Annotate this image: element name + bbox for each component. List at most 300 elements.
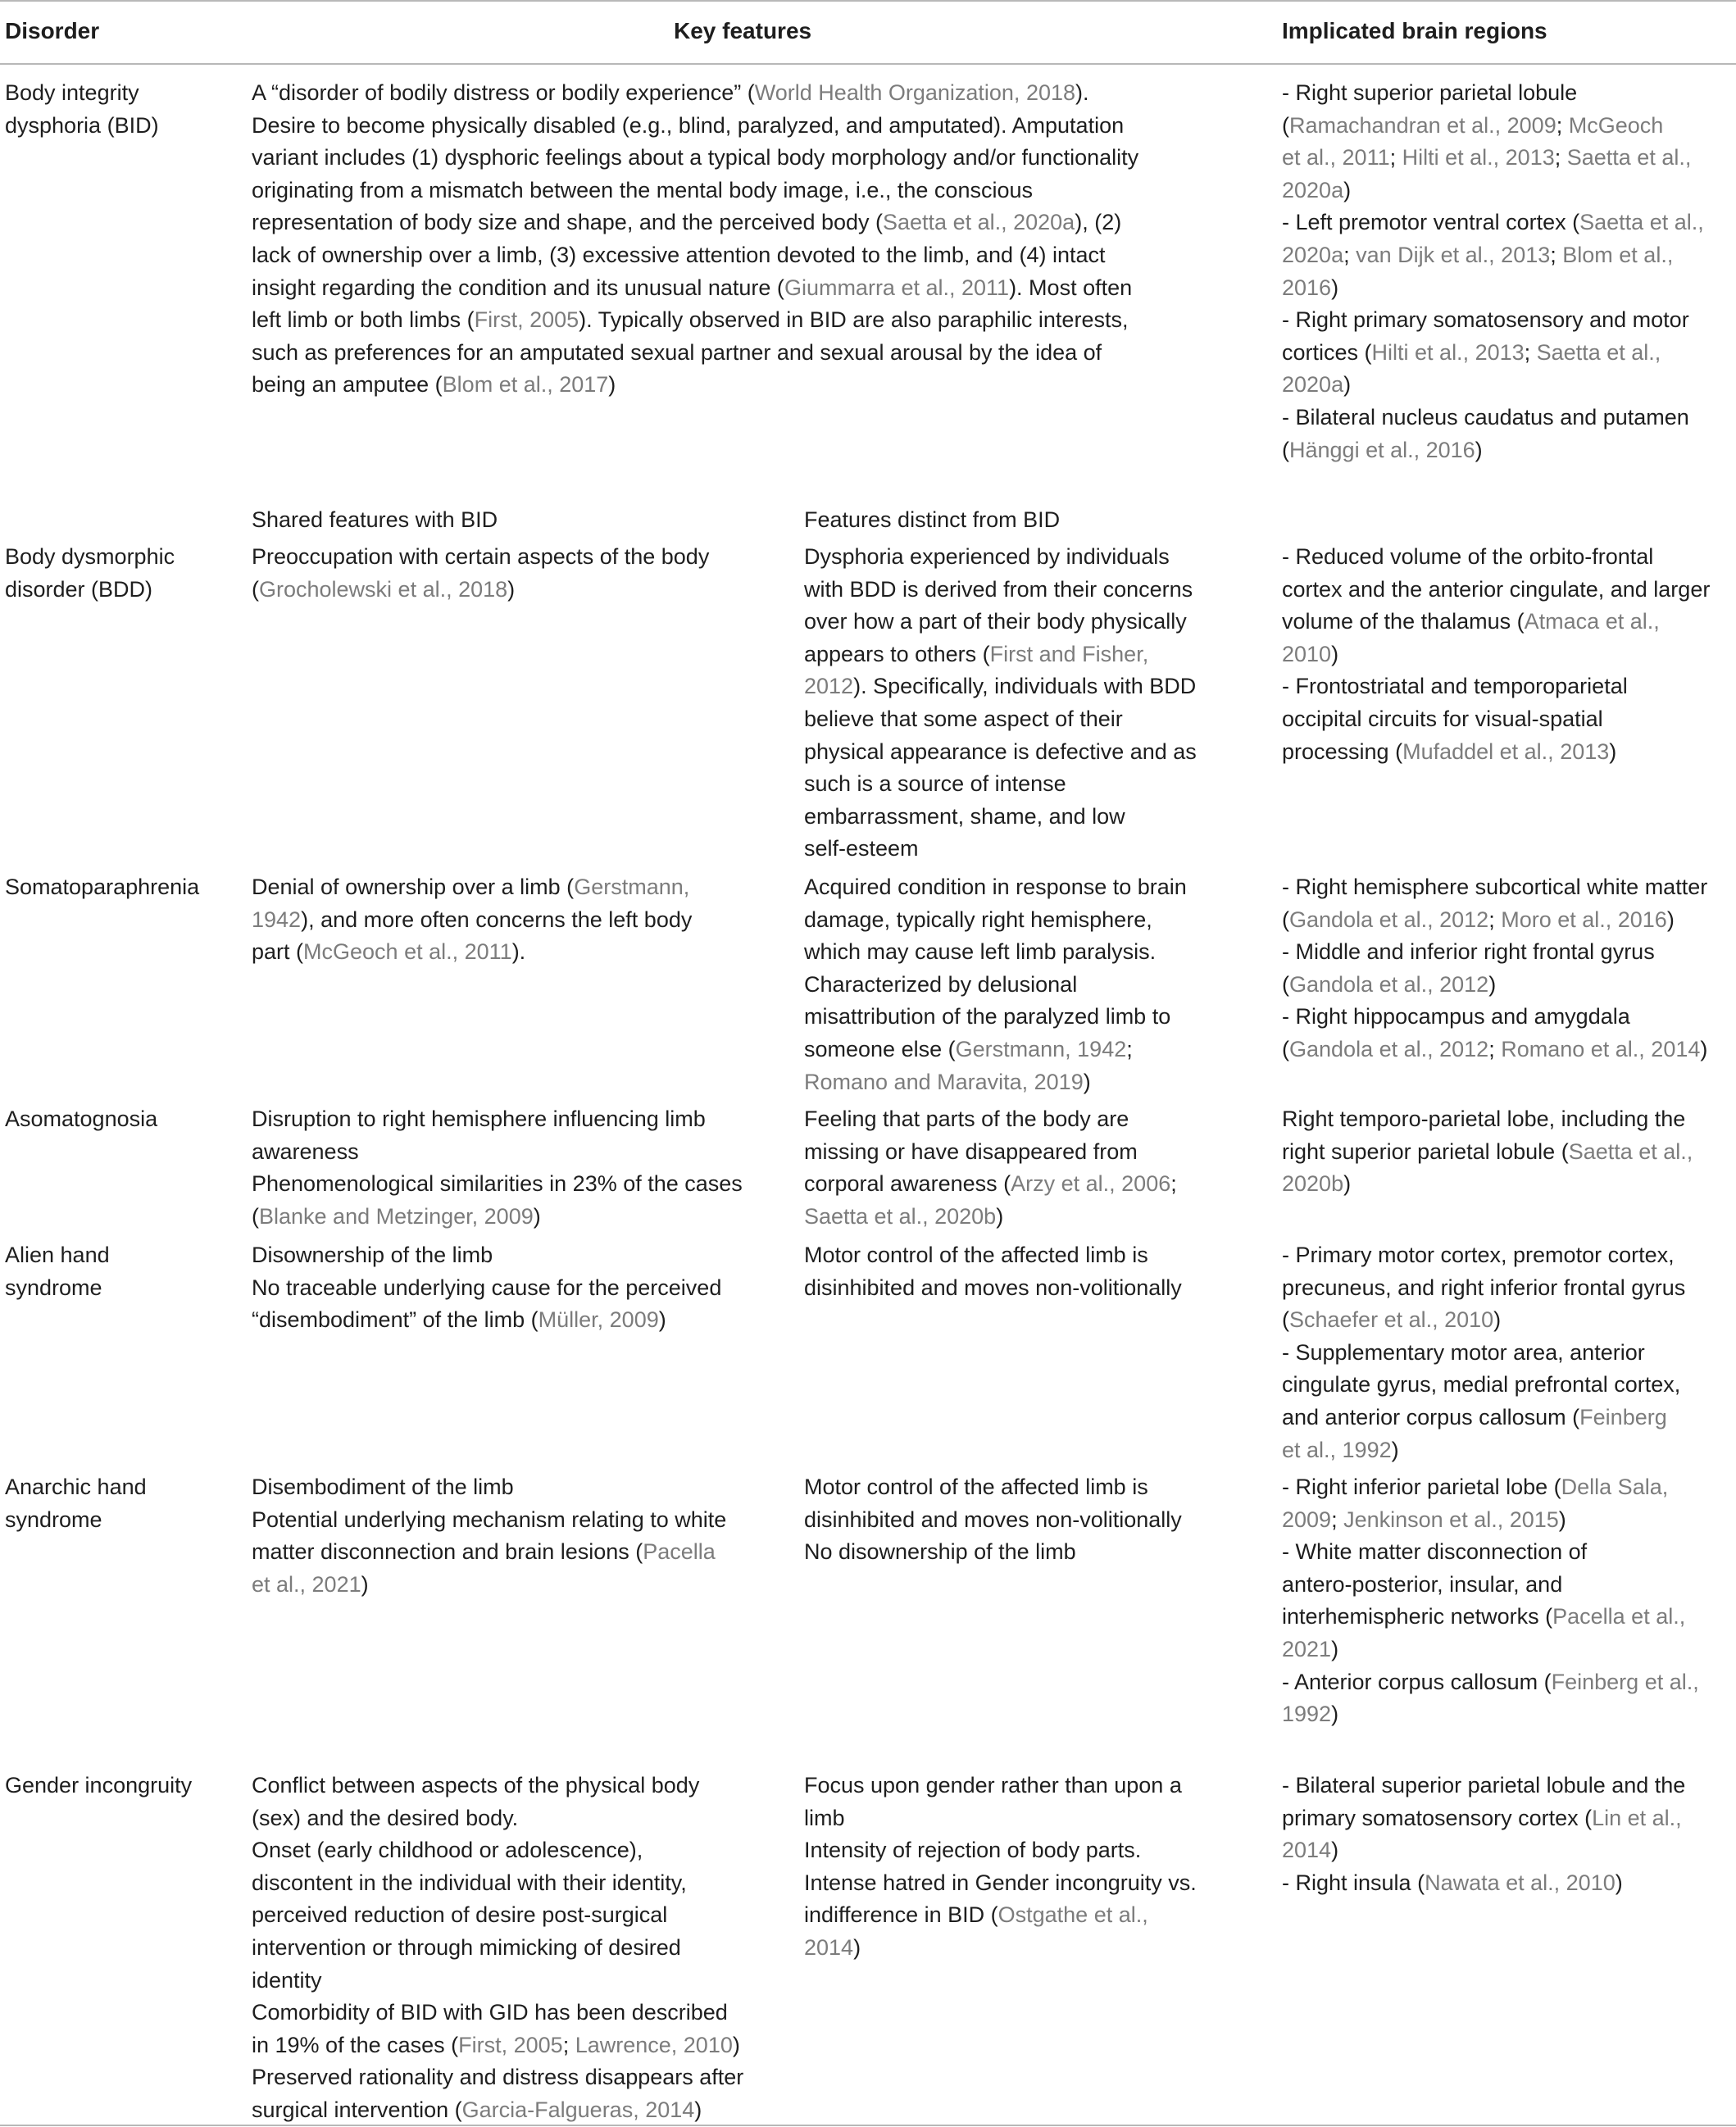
citation-link[interactable]: Jenkinson et al., 2015: [1343, 1507, 1559, 1532]
text-line: [1282, 77, 1731, 110]
cell-text: ): [853, 1934, 861, 1960]
text-line: [1282, 1601, 1731, 1634]
citation-link[interactable]: 2020b: [1282, 1171, 1344, 1197]
text-line: [804, 1932, 1247, 1965]
text-line: [804, 606, 1247, 639]
citation-link[interactable]: Atmaca et al.,: [1524, 609, 1660, 634]
shared-features-cell: [252, 541, 768, 606]
citation-link[interactable]: Blom et al., 2017: [442, 372, 609, 398]
cell-text: variant includes (1) dysphoric feelings about a typical body morphology and/or functionality: [252, 145, 1139, 170]
text-line: [252, 239, 1194, 272]
cell-text: ).: [1075, 80, 1089, 105]
text-line: [252, 2061, 768, 2094]
cell-text: Right temporo-parietal lobe, including the: [1282, 1107, 1686, 1131]
text-line: [1282, 670, 1731, 703]
text-line: [252, 936, 768, 969]
cell-text: disinhibited and moves non-volitionally: [804, 1507, 1182, 1532]
cell-text: ): [1343, 372, 1352, 398]
cell-text: Conflict between aspects of the physical body: [252, 1773, 700, 1797]
text-line: [252, 574, 768, 607]
text-line: [1282, 1239, 1731, 1272]
text-line: [804, 1103, 1247, 1136]
cell-text: - Left premotor ventral cortex (: [1282, 210, 1580, 235]
text-line: [1282, 871, 1731, 904]
citation-link[interactable]: 2020a: [1282, 242, 1344, 267]
text-line: [1282, 1834, 1731, 1867]
cell-text: - Right superior parietal lobule: [1282, 80, 1578, 105]
text-line: [1282, 1504, 1731, 1537]
text-line: [252, 304, 1194, 337]
cell-text: ): [1331, 1838, 1339, 1863]
distinct-features-cell: [804, 1471, 1247, 1569]
cell-text: ): [1083, 1069, 1091, 1094]
cell-text: Asomatognosia: [5, 1107, 158, 1131]
citation-link[interactable]: Saetta et al., 2020b: [804, 1203, 997, 1229]
citation-link[interactable]: Müller, 2009: [538, 1307, 659, 1333]
cell-text: Anarchic hand: [5, 1475, 147, 1499]
text-line: [1282, 1471, 1731, 1504]
text-line: [252, 541, 768, 574]
text-line: [804, 1136, 1247, 1169]
text-line: [804, 1239, 1247, 1272]
text-line: [1282, 1304, 1731, 1337]
cell-text: ): [533, 1203, 541, 1229]
text-line: [804, 1471, 1247, 1504]
text-line: [252, 1932, 768, 1965]
citation-link[interactable]: 2009: [1282, 1507, 1332, 1532]
citation-link[interactable]: 1992: [1282, 1702, 1332, 1727]
cell-text: ): [1700, 1036, 1708, 1061]
cell-text: ): [1488, 971, 1497, 997]
citation-link[interactable]: Saetta et al.,: [1566, 145, 1692, 170]
text-line: [1282, 574, 1731, 607]
text-line: [804, 801, 1247, 834]
cell-text: Motor control of the affected limb is: [804, 1475, 1148, 1499]
citation-link[interactable]: 2014: [804, 1934, 854, 1960]
text-line: [804, 670, 1247, 703]
disorder-cell: [5, 871, 234, 904]
cell-text: limb: [804, 1805, 845, 1830]
cell-text: Desire to become physically disabled (e.g., blind, paralyzed, and amputated). Amputation: [252, 112, 1125, 138]
cell-text: perceived reduction of desire post-surgical: [252, 1902, 668, 1928]
cell-text: ;: [1554, 145, 1567, 170]
citation-link[interactable]: First and Fisher,: [989, 641, 1149, 666]
cell-text: Gender incongruity: [5, 1773, 193, 1797]
cell-text: - Reduced volume of the orbito-frontal: [1282, 544, 1654, 569]
citation-link[interactable]: Gerstmann,: [574, 875, 690, 899]
brain-regions-cell: [1282, 1471, 1731, 1731]
cell-text: - Frontostriatal and temporoparietal: [1282, 674, 1628, 699]
cell-text: - Right inferior parietal lobe (: [1282, 1475, 1561, 1499]
shared-features-cell: [252, 1103, 768, 1233]
text-line: [804, 639, 1247, 671]
disorder-cell: [5, 1103, 234, 1136]
cell-text: misattribution of the paralyzed limb to: [804, 1004, 1171, 1029]
cell-text: lack of ownership over a limb, (3) excessive attention devoted to the limb, and (4) intact: [252, 242, 1106, 267]
cell-text: ): [1615, 1870, 1623, 1895]
cell-text: cortices (: [1282, 339, 1372, 365]
cell-text: (: [1282, 1036, 1289, 1061]
text-line: [252, 904, 768, 937]
cell-text: ): [608, 372, 616, 398]
brain-regions-cell: [1282, 77, 1731, 466]
cell-text: ): [1343, 1171, 1352, 1197]
citation-link[interactable]: 2020a: [1282, 372, 1344, 398]
cell-text: Disruption to right hemisphere influencing limb: [252, 1107, 706, 1131]
cell-text: ;: [1488, 907, 1502, 932]
cell-text: dysphoria (BID): [5, 112, 159, 138]
cell-text: ). Most often: [1009, 275, 1133, 300]
citation-link[interactable]: Pacella: [643, 1539, 716, 1565]
cell-text: Preoccupation with certain aspects of the body: [252, 544, 710, 569]
citation-link[interactable]: Feinberg et al.,: [1551, 1669, 1699, 1694]
citation-link[interactable]: van Dijk et al., 2013: [1356, 242, 1551, 267]
cell-text: which may cause left limb paralysis.: [804, 939, 1157, 965]
citation-link[interactable]: Blanke and Metzinger, 2009: [259, 1203, 534, 1229]
cell-text: right superior parietal lobule (: [1282, 1138, 1569, 1164]
text-line: [1282, 703, 1731, 736]
cell-text: Alien hand: [5, 1243, 110, 1267]
cell-text: Focus upon gender rather than upon a: [804, 1773, 1182, 1797]
text-line: [5, 1103, 234, 1136]
cell-text: (sex) and the desired body.: [252, 1805, 519, 1830]
cell-text: appears to others (: [804, 641, 990, 666]
cell-text: - White matter disconnection of: [1282, 1539, 1588, 1565]
citation-link[interactable]: Grocholewski et al., 2018: [259, 576, 508, 602]
shared-features-cell: [252, 1239, 768, 1337]
cell-text: syndrome: [5, 1275, 102, 1300]
citation-link[interactable]: Saetta et al., 2020a: [883, 210, 1075, 235]
text-line: [1282, 207, 1731, 239]
brain-regions-cell: [1282, 1770, 1731, 1899]
cell-text: ): [1609, 739, 1617, 764]
top-rule: [0, 0, 1736, 2]
citation-link[interactable]: et al., 1992: [1282, 1437, 1392, 1462]
cell-text: ): [1666, 907, 1675, 932]
text-line: [1282, 1369, 1731, 1402]
cell-text: Characterized by delusional: [804, 971, 1078, 997]
cell-text: and anterior corpus callosum (: [1282, 1404, 1580, 1429]
cell-text: ): [1331, 275, 1339, 300]
cell-text: such as preferences for an amputated sexual partner and sexual arousal by the idea of: [252, 339, 1102, 365]
text-line: [252, 1536, 768, 1569]
text-line: [5, 541, 234, 574]
text-line: [1282, 304, 1731, 337]
cell-text: - Right primary somatosensory and motor: [1282, 307, 1689, 333]
text-line: [252, 1802, 768, 1835]
shared-features-cell: [252, 1471, 768, 1601]
text-line: [1282, 1434, 1731, 1467]
text-line: [252, 1899, 768, 1932]
cell-text: Potential underlying mechanism relating to white: [252, 1507, 727, 1532]
citation-link[interactable]: Lin et al.,: [1592, 1805, 1682, 1830]
text-line: [252, 2094, 768, 2127]
text-line: [804, 574, 1247, 607]
text-line: [1282, 1272, 1731, 1305]
cell-text: Motor control of the affected limb is: [804, 1243, 1148, 1267]
text-line: [252, 1168, 768, 1201]
text-line: [1282, 1337, 1731, 1370]
text-line: [1282, 1770, 1731, 1802]
cell-text: (: [1282, 112, 1289, 138]
cell-text: representation of body size and shape, and the perceived body (: [252, 210, 884, 235]
text-line: [804, 1867, 1247, 1900]
citation-link[interactable]: et al., 2021: [252, 1571, 361, 1597]
cell-text: ): [1558, 1507, 1566, 1532]
cell-text: such is a source of intense: [804, 771, 1066, 797]
citation-link[interactable]: et al., 2011: [1282, 145, 1390, 170]
citation-link[interactable]: Nawata et al., 2010: [1425, 1870, 1616, 1895]
cell-text: Dysphoria experienced by individuals: [804, 544, 1170, 569]
cell-text: Intense hatred in Gender incongruity vs.: [804, 1870, 1197, 1895]
cell-text: left limb or both limbs (: [252, 307, 475, 333]
cell-text: ;: [1331, 1507, 1344, 1532]
cell-text: matter disconnection and brain lesions (: [252, 1539, 643, 1565]
citation-link[interactable]: Hilti et al., 2013: [1371, 339, 1525, 365]
text-line: [252, 1834, 768, 1867]
citation-link[interactable]: Arzy et al., 2006: [1011, 1171, 1171, 1197]
cell-text: ): [732, 2032, 740, 2057]
text-line: [1282, 1698, 1731, 1731]
citation-link[interactable]: Saetta et al.,: [1568, 1138, 1693, 1164]
cell-text: ): [1331, 641, 1339, 666]
shared-features-cell: [252, 1770, 768, 2127]
text-line: [1282, 904, 1731, 937]
citation-link[interactable]: Garcia-Falgueras, 2014: [461, 2097, 695, 2122]
text-line: [1282, 175, 1731, 207]
citation-link[interactable]: McGeoch: [1568, 112, 1664, 138]
cell-text: with BDD is derived from their concerns: [804, 576, 1193, 602]
cell-text: physical appearance is defective and as: [804, 739, 1197, 764]
citation-link[interactable]: McGeoch et al., 2011: [303, 939, 512, 965]
citation-link[interactable]: First, 2005: [458, 2032, 563, 2057]
cell-text: ): [1391, 1437, 1399, 1462]
cell-text: ): [996, 1203, 1004, 1229]
subheader-distinct: Features distinct from BID: [804, 507, 1061, 532]
cell-text: - Right hippocampus and amygdala: [1282, 1004, 1630, 1029]
text-line: [252, 1569, 768, 1602]
text-line: [252, 1239, 768, 1272]
cell-text: (: [1282, 437, 1289, 462]
text-line: [252, 337, 1194, 370]
cell-text: ): [1475, 437, 1483, 462]
text-line: [1282, 142, 1731, 175]
text-line: [5, 1504, 234, 1537]
cell-text: - Middle and inferior right frontal gyrus: [1282, 939, 1655, 965]
cell-text: ;: [1170, 1171, 1177, 1197]
text-line: [1282, 1867, 1731, 1900]
cell-text: volume of the thalamus (: [1282, 609, 1525, 634]
cell-text: Body integrity: [5, 80, 139, 105]
text-line: [252, 1997, 768, 2029]
citation-link[interactable]: Gandola et al., 2012: [1289, 1036, 1489, 1061]
text-line: [1282, 110, 1731, 143]
cell-text: indifference in BID (: [804, 1902, 998, 1928]
disorder-cell: [5, 77, 234, 142]
citation-link[interactable]: Hänggi et al., 2016: [1289, 437, 1475, 462]
header-brain-regions: Implicated brain regions: [1282, 18, 1547, 43]
cell-text: missing or have disappeared from: [804, 1138, 1138, 1164]
cell-text: being an amputee (: [252, 372, 443, 398]
cell-text: damage, typically right hemisphere,: [804, 907, 1152, 932]
text-line: [804, 1899, 1247, 1932]
disorder-cell: [5, 1471, 234, 1536]
text-line: [252, 77, 1194, 110]
citation-link[interactable]: First, 2005: [474, 307, 579, 333]
text-line: [5, 1471, 234, 1504]
cell-text: in 19% of the cases (: [252, 2032, 459, 2057]
citation-link[interactable]: Ostgathe et al.,: [998, 1902, 1148, 1928]
text-line: [1282, 1536, 1731, 1569]
text-line: [804, 1802, 1247, 1835]
text-line: [252, 1867, 768, 1900]
cell-text: (: [252, 1203, 259, 1229]
text-line: [252, 1272, 768, 1305]
text-line: [804, 1272, 1247, 1305]
citation-link[interactable]: Mufaddel et al., 2013: [1402, 739, 1610, 764]
text-line: [804, 904, 1247, 937]
brain-regions-cell: [1282, 871, 1731, 1066]
distinct-features-cell: [804, 1770, 1247, 1965]
cell-text: Somatoparaphrenia: [5, 875, 200, 899]
brain-regions-cell: [1282, 541, 1731, 768]
citation-link[interactable]: 2021: [1282, 1636, 1332, 1661]
cell-text: - Anterior corpus callosum (: [1282, 1669, 1552, 1694]
text-line: [804, 1168, 1247, 1201]
cell-text: discontent in the individual with their identity,: [252, 1870, 687, 1895]
cell-text: ;: [1524, 339, 1537, 365]
cell-text: (: [1282, 907, 1289, 932]
citation-link[interactable]: World Health Organization, 2018: [754, 80, 1076, 105]
cell-text: over how a part of their body physically: [804, 609, 1187, 634]
citation-link[interactable]: Moro et al., 2016: [1501, 907, 1667, 932]
distinct-features-cell: [804, 541, 1247, 866]
citation-link[interactable]: Gerstmann, 1942: [955, 1036, 1127, 1061]
citation-link[interactable]: 2014: [1282, 1838, 1332, 1863]
cell-text: Onset (early childhood or adolescence),: [252, 1838, 643, 1863]
cell-text: ): [694, 2097, 702, 2122]
text-line: [1282, 606, 1731, 639]
cell-text: ;: [1550, 242, 1563, 267]
text-line: [252, 871, 768, 904]
citation-link[interactable]: Della Sala,: [1561, 1475, 1669, 1499]
cell-text: Feeling that parts of the body are: [804, 1107, 1129, 1131]
disorder-cell: [5, 541, 234, 606]
cell-text: Phenomenological similarities in 23% of the cases: [252, 1171, 743, 1197]
citation-link[interactable]: Romano et al., 2014: [1501, 1036, 1701, 1061]
text-line: [5, 110, 234, 143]
citation-link[interactable]: Giummarra et al., 2011: [784, 275, 1010, 300]
citation-link[interactable]: 2012: [804, 674, 854, 699]
text-line: [1282, 541, 1731, 574]
cell-text: (: [252, 576, 259, 602]
citation-link[interactable]: Feinberg: [1579, 1404, 1667, 1429]
text-line: [252, 1201, 768, 1234]
citation-link[interactable]: Pacella et al.,: [1552, 1604, 1686, 1629]
text-line: [1282, 639, 1731, 671]
citation-link[interactable]: Gandola et al., 2012: [1289, 971, 1489, 997]
text-line: [5, 871, 234, 904]
citation-link[interactable]: Gandola et al., 2012: [1289, 907, 1489, 932]
text-line: [1282, 1569, 1731, 1602]
text-line: [1282, 369, 1731, 402]
text-line: [1282, 1103, 1731, 1136]
text-line: [252, 1136, 768, 1169]
citation-link[interactable]: Saetta et al.,: [1579, 210, 1704, 235]
cell-text: (: [1282, 971, 1289, 997]
cell-text: - Right hemisphere subcortical white matter: [1282, 875, 1708, 899]
cell-text: ;: [1389, 145, 1402, 170]
text-line: [1282, 936, 1731, 969]
disorder-cell: [5, 1239, 234, 1304]
text-line: [804, 833, 1247, 866]
cell-text: - Bilateral nucleus caudatus and putamen: [1282, 404, 1689, 429]
citation-link[interactable]: 1942: [252, 907, 302, 932]
distinct-features-cell: [804, 1103, 1247, 1233]
header-rule: [0, 63, 1736, 65]
text-line: [252, 175, 1194, 207]
citation-link[interactable]: Lawrence, 2010: [575, 2032, 733, 2057]
cell-text: part (: [252, 939, 304, 965]
citation-link[interactable]: Romano and Maravita, 2019: [804, 1069, 1084, 1094]
text-line: [1282, 1168, 1731, 1201]
cell-text: cortex and the anterior cingulate, and larger: [1282, 576, 1711, 602]
cell-text: primary somatosensory cortex (: [1282, 1805, 1593, 1830]
text-line: [804, 1536, 1247, 1569]
cell-text: Comorbidity of BID with GID has been described: [252, 2000, 728, 2025]
text-line: [252, 1770, 768, 1802]
text-line: [252, 369, 1194, 402]
citation-link[interactable]: 2020a: [1282, 177, 1344, 202]
citation-link[interactable]: Ramachandran et al., 2009: [1289, 112, 1556, 138]
cell-text: cingulate gyrus, medial prefrontal cortex,: [1282, 1372, 1681, 1398]
cell-text: Disownership of the limb: [252, 1243, 493, 1267]
citation-link[interactable]: Hilti et al., 2013: [1402, 145, 1555, 170]
brain-regions-cell: [1282, 1103, 1731, 1201]
text-line: [1282, 736, 1731, 769]
text-line: [804, 768, 1247, 801]
cell-text: Disembodiment of the limb: [252, 1475, 514, 1499]
text-line: [252, 207, 1194, 239]
cell-text: Acquired condition in response to brain: [804, 875, 1187, 899]
key-features-cell: [252, 77, 1194, 402]
citation-link[interactable]: Blom et al.,: [1562, 242, 1674, 267]
text-line: [5, 1770, 234, 1802]
cell-text: ). Typically observed in BID are also paraphilic interests,: [579, 307, 1129, 333]
text-line: [1282, 272, 1731, 305]
cell-text: - Supplementary motor area, anterior: [1282, 1339, 1645, 1365]
cell-text: ). Specifically, individuals with BDD: [853, 674, 1197, 699]
cell-text: No disownership of the limb: [804, 1539, 1076, 1565]
citation-link[interactable]: Schaefer et al., 2010: [1289, 1307, 1494, 1333]
citation-link[interactable]: Saetta et al.,: [1536, 339, 1661, 365]
text-line: [252, 1103, 768, 1136]
text-line: [1282, 1634, 1731, 1666]
text-line: [804, 1066, 1247, 1099]
text-line: [804, 936, 1247, 969]
cell-text: intervention or through mimicking of desired: [252, 1934, 681, 1960]
cell-text: ): [1343, 177, 1352, 202]
cell-text: disinhibited and moves non-volitionally: [804, 1275, 1182, 1300]
citation-link[interactable]: 2016: [1282, 275, 1332, 300]
text-line: [804, 1001, 1247, 1034]
cell-text: - Primary motor cortex, premotor cortex,: [1282, 1243, 1675, 1267]
cell-text: ;: [1488, 1036, 1502, 1061]
cell-text: ): [361, 1571, 369, 1597]
cell-text: ), (2): [1075, 210, 1122, 235]
citation-link[interactable]: 2010: [1282, 641, 1332, 666]
text-line: [804, 1034, 1247, 1066]
